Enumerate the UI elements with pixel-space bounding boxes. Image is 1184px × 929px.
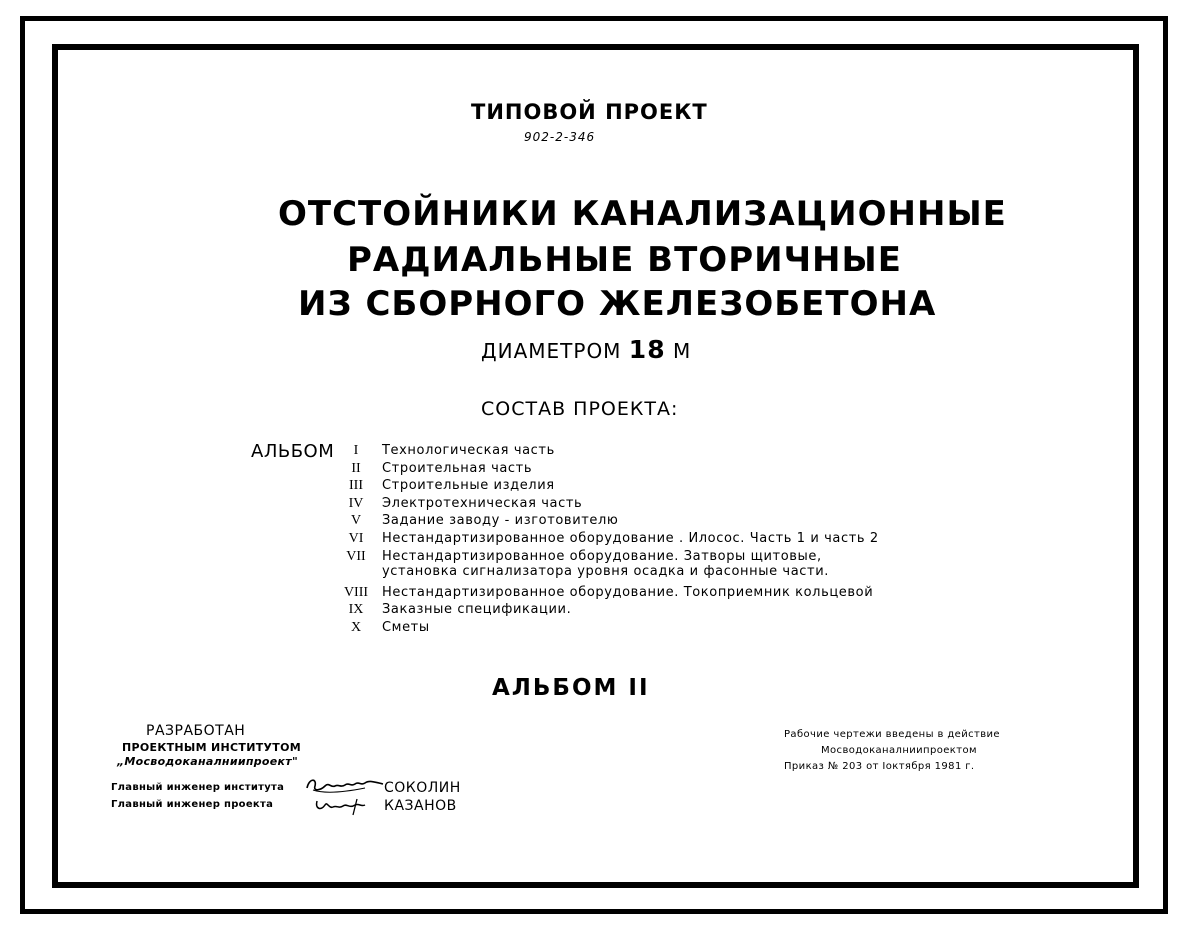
signature-chief-institute — [305, 774, 385, 796]
item-text-line-2: установка сигнализатора уровня осадка и фасонные части. — [382, 563, 829, 579]
roman-numeral: IX — [348, 602, 364, 618]
signature-chief-project — [313, 795, 373, 817]
diameter-prefix: ДИАМЕТРОМ — [481, 339, 622, 363]
roman-numeral: II — [351, 460, 361, 476]
item-text: Сметы — [382, 619, 430, 635]
roman-numeral: III — [349, 478, 363, 494]
item-text: Нестандартизированное оборудование. Токоприемник кольцевой — [382, 584, 874, 600]
list-item — [330, 531, 879, 549]
list-item — [330, 549, 879, 585]
list-item — [330, 496, 879, 514]
item-text-line-1: Нестандартизированное оборудование. Затворы щитовые, — [382, 548, 822, 564]
album-label: АЛЬБОМ — [251, 441, 335, 462]
item-text: Электротехническая часть — [382, 495, 583, 511]
order-line-2: Мосводоканалниипроектом — [821, 745, 977, 756]
list-item — [330, 461, 879, 479]
item-text: Строительная часть — [382, 460, 533, 476]
roman-numeral: I — [353, 443, 359, 458]
roman-numeral: VI — [348, 530, 364, 546]
current-album-label: АЛЬБОМ II — [492, 675, 650, 701]
order-line-1: Рабочие чертежи введены в действие — [784, 729, 1000, 740]
list-item — [330, 620, 879, 638]
item-text: Строительные изделия — [382, 478, 555, 494]
item-text: Заказные спецификации. — [382, 602, 572, 618]
item-text — [382, 549, 829, 579]
developer-label: РАЗРАБОТАН — [146, 723, 246, 739]
roman-numeral: V — [350, 513, 362, 529]
title-line-3: ИЗ СБОРНОГО ЖЕЛЕЗОБЕТОНА — [298, 284, 937, 324]
item-text: Технологическая часть — [382, 443, 555, 458]
list-item — [330, 478, 879, 496]
diameter-value: 18 — [628, 335, 666, 364]
roman-numeral: IV — [348, 495, 364, 511]
chief-institute-label: Главный инженер института — [111, 782, 285, 793]
title-line-2: РАДИАЛЬНЫЕ ВТОРИЧНЫЕ — [347, 240, 902, 280]
list-item — [330, 443, 879, 461]
item-text: Нестандартизированное оборудование . Илосос. Часть 1 и часть 2 — [382, 530, 879, 546]
chief-institute-name: СОКОЛИН — [384, 780, 461, 796]
contents-heading: СОСТАВ ПРОЕКТА: — [481, 398, 679, 420]
roman-numeral: VIII — [343, 584, 369, 600]
developer-institute-name: „Мосводоканалниипроект" — [117, 755, 299, 768]
roman-numeral: VII — [346, 548, 366, 564]
developer-institute-line: ПРОЕКТНЫМ ИНСТИТУТОМ — [122, 741, 301, 754]
chief-project-label: Главный инженер проекта — [111, 799, 274, 810]
item-text: Задание заводу - изготовителю — [382, 513, 619, 529]
diameter-line — [481, 335, 691, 364]
list-item — [330, 602, 879, 620]
chief-project-name: КАЗАНОВ — [384, 798, 457, 814]
diameter-unit: М — [672, 339, 692, 363]
order-line-3: Приказ № 203 от Iоктября 1981 г. — [784, 761, 975, 772]
list-item — [330, 513, 879, 531]
list-item — [330, 585, 879, 603]
title-line-1: ОТСТОЙНИКИ КАНАЛИЗАЦИОННЫЕ — [278, 194, 1007, 234]
project-type-label: ТИПОВОЙ ПРОЕКТ — [471, 100, 708, 124]
roman-numeral: X — [350, 619, 362, 635]
contents-list — [330, 443, 879, 637]
project-number: 902-2-346 — [524, 130, 596, 144]
